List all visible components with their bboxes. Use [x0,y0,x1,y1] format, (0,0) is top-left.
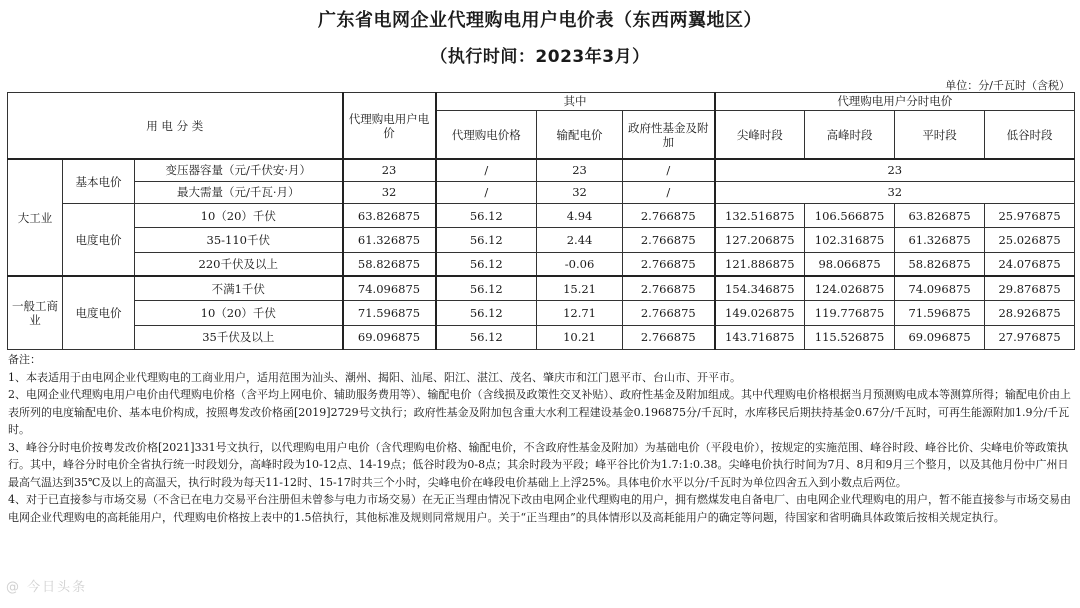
table-row [8,181,1075,203]
row-label: 10（20）千伏 [135,204,343,228]
cell-transmission: 2.44 [537,228,623,252]
note-1: 1、本表适用于由电网企业代理购电的工商业用户，适用范围为汕头、潮州、揭阳、汕尾、阳江、湛江、茂名、肇庆市和江门恩平市、台山市、开平市。 [8,370,741,384]
document-title: 广东省电网企业代理购电用户电价表（东西两翼地区） [318,10,762,31]
cell-fund: 2.766875 [623,204,715,228]
cell-valley: 24.076875 [985,252,1075,276]
cell-fund: 2.766875 [623,301,715,325]
cell-fund: / [623,159,715,181]
header-category: 用 电 分 类 [8,93,343,160]
cell-peak: 102.316875 [805,228,895,252]
cell-peak: 124.026875 [805,276,895,300]
cell-valley: 25.026875 [985,228,1075,252]
cell-transmission: 32 [537,181,623,203]
cell-agency: 61.326875 [343,228,436,252]
row-label: 最大需量（元/千瓦·月） [135,181,343,203]
cell-fund: / [623,181,715,203]
cell-transmission: 12.71 [537,301,623,325]
table-row [8,159,1075,181]
cell-tou: 32 [715,181,1075,203]
cell-agency: 58.826875 [343,252,436,276]
price-table [7,92,1075,350]
cell-peak: 106.566875 [805,204,895,228]
cell-flat: 61.326875 [895,228,985,252]
cell-transmission: 4.94 [537,204,623,228]
cell-sharp: 149.026875 [715,301,805,325]
header-among: 其中 [436,93,715,111]
table-row [8,252,1075,276]
watermark: @ 今日头条 [6,580,88,595]
header-transmission: 输配电价 [537,110,623,159]
header-peak: 高峰时段 [805,110,895,159]
gc-energy-price-label: 电度电价 [63,276,135,349]
cell-transmission: -0.06 [537,252,623,276]
cell-sharp: 143.716875 [715,325,805,349]
note-2: 2、电网企业代理购电用户电价由代理购电价格（含平均上网电价、辅助服务费用等）、输配电价（含线损及政策性交叉补贴）、政府性基金及附加组成。其中代理购电价格根据当月预测购电成本等测算所得；输配电价由上表所列的电度输配电价、基本电价构成，按照粤发改价格函[2019]2729号文执行；政府性基金及附加包含重大水利工程建设基金0.196875分/千瓦时，水库移民后期扶持基金0.67分/千瓦时，可再生能源附加1.9分/千瓦时。 [8,388,1071,436]
cell-agency: 23 [343,159,436,181]
cell-tou: 23 [715,159,1075,181]
row-label: 35-110千伏 [135,228,343,252]
cell-fund: 2.766875 [623,325,715,349]
table-row [8,325,1075,349]
row-label: 10（20）千伏 [135,301,343,325]
cell-agency: 32 [343,181,436,203]
header-agency-price: 代理购电用户电价 [343,93,436,160]
cell-peak: 115.526875 [805,325,895,349]
cell-purchase: 56.12 [436,204,537,228]
header-flat: 平时段 [895,110,985,159]
cell-valley: 27.976875 [985,325,1075,349]
cell-flat: 63.826875 [895,204,985,228]
note-4: 4、对于已直接参与市场交易（不含已在电力交易平台注册但未曾参与电力市场交易）在无正当理由情况下改由电网企业代理购电的用户，拥有燃煤发电自备电厂、由电网企业代理购电的用户，暂不能直接参与市场交易由电网企业代理购电的高耗能用户，代理购电价格按上表中的1.5倍执行，其他标准及规则同常规用户。关于“正当理由”的具体情形以及高耗能用户的确定等问题，待国家和省明确具体政策后按相关规定执行。 [8,493,1071,524]
notes-section [8,351,1074,526]
energy-price-label: 电度电价 [63,204,135,277]
cell-agency: 63.826875 [343,204,436,228]
document-subtitle: （执行时间：2023年3月） [430,47,650,67]
cell-flat: 69.096875 [895,325,985,349]
category-large-industry: 大工业 [8,159,63,276]
cell-sharp: 121.886875 [715,252,805,276]
cell-flat: 58.826875 [895,252,985,276]
table-row [8,276,1075,300]
category-general-ic: 一般工商业 [8,276,63,349]
cell-agency: 69.096875 [343,325,436,349]
cell-flat: 71.596875 [895,301,985,325]
cell-purchase: / [436,181,537,203]
row-label: 变压器容量（元/千伏安·月） [135,159,343,181]
row-label: 220千伏及以上 [135,252,343,276]
unit-label: 单位：分/千瓦时（含税） [945,79,1070,92]
header-peak-sharp: 尖峰时段 [715,110,805,159]
cell-purchase: 56.12 [436,325,537,349]
cell-transmission: 10.21 [537,325,623,349]
cell-peak: 98.066875 [805,252,895,276]
note-3: 3、峰谷分时电价按粤发改价格[2021]331号文执行，以代理购电用户电价（含代理购电价格、输配电价，不含政府性基金及附加）为基础电价（平段电价），按规定的实施范围、峰谷时段、峰谷比价、尖峰电价等政策执行。其中，峰谷分时电价全省执行统一时段划分，高峰时段为10-12点、14-19点；低谷时段为0-8点；其余时段为平段；峰平谷比价为1.7:1:0.38。尖峰电价执行时间为7月、8月和9月三个整月，以及其他月份中广州日最高气温达到35℃及以上的高温天，执行时段为每天11-12时、15-17时共三个小时，尖峰电价在峰段电价基础上上浮25%。具体电价水平以分/千瓦时为单位四舍五入到小数点后两位。 [8,440,1069,489]
header-valley: 低谷时段 [985,110,1075,159]
cell-purchase: 56.12 [436,252,537,276]
cell-purchase: 56.12 [436,228,537,252]
table-row [8,301,1075,325]
header-purchase: 代理购电价格 [436,110,537,159]
row-label: 35千伏及以上 [135,325,343,349]
cell-sharp: 132.516875 [715,204,805,228]
basic-price-label: 基本电价 [63,159,135,203]
table-row [8,228,1075,252]
cell-fund: 2.766875 [623,252,715,276]
cell-agency: 74.096875 [343,276,436,300]
cell-peak: 119.776875 [805,301,895,325]
table-row [8,204,1075,228]
cell-flat: 74.096875 [895,276,985,300]
header-fund: 政府性基金及附加 [623,110,715,159]
header-tou-group: 代理购电用户分时电价 [715,93,1075,111]
cell-transmission: 23 [537,159,623,181]
cell-sharp: 127.206875 [715,228,805,252]
cell-fund: 2.766875 [623,228,715,252]
cell-fund: 2.766875 [623,276,715,300]
cell-agency: 71.596875 [343,301,436,325]
cell-purchase: 56.12 [436,301,537,325]
cell-valley: 29.876875 [985,276,1075,300]
cell-valley: 25.976875 [985,204,1075,228]
cell-sharp: 154.346875 [715,276,805,300]
cell-purchase: 56.12 [436,276,537,300]
cell-transmission: 15.21 [537,276,623,300]
notes-heading: 备注： [8,353,41,366]
row-label: 不满1千伏 [135,276,343,300]
cell-purchase: / [436,159,537,181]
cell-valley: 28.926875 [985,301,1075,325]
